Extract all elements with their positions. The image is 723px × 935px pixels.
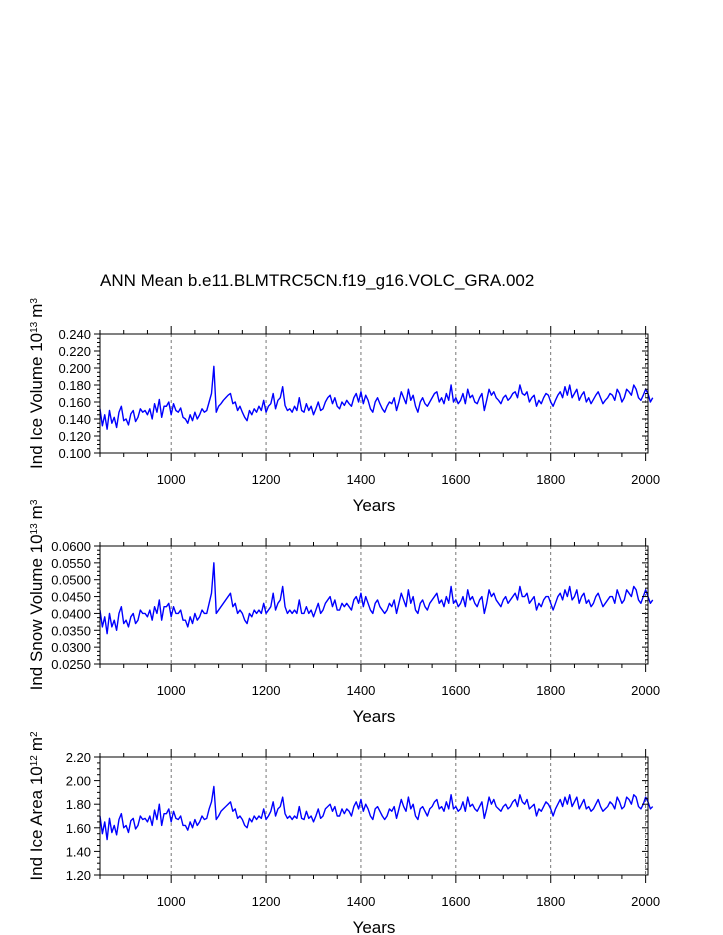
y-axis-label-main: Ind Snow Volume 10 bbox=[27, 534, 46, 691]
y-tick-label: 0.120 bbox=[58, 429, 91, 444]
x-tick-label: 2000 bbox=[631, 683, 661, 698]
y-tick-label: 1.40 bbox=[65, 844, 91, 860]
plot-frame bbox=[100, 334, 648, 453]
figure-title: ANN Mean b.e11.BLMTRC5CN.f19_g16.VOLC_GRA.002 bbox=[100, 271, 535, 290]
series-line bbox=[100, 366, 653, 429]
x-tick-label: 1000 bbox=[156, 683, 186, 698]
y-tick-label: 0.240 bbox=[58, 327, 91, 342]
x-axis-label: Years bbox=[352, 707, 396, 726]
panel-1 bbox=[27, 298, 660, 515]
y-tick-label: 0.0250 bbox=[51, 657, 91, 672]
y-axis-label-unit: m bbox=[27, 736, 46, 752]
y-axis-label bbox=[27, 731, 46, 881]
y-tick-label: 0.0350 bbox=[51, 623, 91, 639]
x-tick-label: 1600 bbox=[441, 683, 471, 698]
y-axis-label-exp: 12 bbox=[28, 755, 40, 767]
y-tick-label: 1.20 bbox=[65, 868, 91, 883]
y-axis-label-exp: 13 bbox=[28, 321, 40, 333]
y-axis-label-main: Ind Ice Area 10 bbox=[27, 766, 46, 881]
y-tick-label: 0.0450 bbox=[51, 589, 91, 605]
y-axis-label-exp: 13 bbox=[28, 523, 40, 535]
y-tick-label: 0.0400 bbox=[51, 606, 91, 622]
x-tick-label: 1200 bbox=[251, 894, 281, 909]
panel-3 bbox=[27, 731, 660, 935]
x-tick-label: 1800 bbox=[536, 683, 566, 698]
y-tick-label: 0.160 bbox=[58, 395, 91, 410]
y-tick-label: 0.100 bbox=[58, 446, 91, 461]
y-tick-label: 2.00 bbox=[65, 773, 91, 789]
y-axis-label-unit: m bbox=[27, 505, 46, 520]
y-tick-label: 0.200 bbox=[58, 361, 91, 376]
y-axis-label bbox=[27, 298, 46, 469]
y-axis-label-main: Ind Ice Volume 10 bbox=[27, 332, 46, 469]
x-axis-label: Years bbox=[352, 918, 396, 935]
series-line bbox=[100, 787, 653, 840]
x-tick-label: 1600 bbox=[441, 472, 471, 487]
x-tick-label: 1400 bbox=[346, 894, 376, 909]
y-axis-label-unit-exp: 3 bbox=[28, 298, 40, 304]
x-tick-label: 1000 bbox=[156, 894, 186, 909]
y-tick-label: 0.0500 bbox=[51, 572, 91, 588]
y-tick-label: 2.20 bbox=[65, 750, 91, 765]
y-axis-label-unit: m bbox=[27, 303, 46, 318]
panel-2 bbox=[27, 499, 660, 726]
plot-frame bbox=[100, 546, 648, 664]
x-tick-label: 1200 bbox=[251, 472, 281, 487]
y-tick-label: 0.0300 bbox=[51, 640, 91, 656]
y-tick-label: 1.80 bbox=[65, 797, 91, 813]
y-tick-label: 1.60 bbox=[65, 820, 91, 836]
y-axis-label-unit-exp: 3 bbox=[28, 499, 40, 506]
y-tick-label: 0.220 bbox=[58, 344, 91, 359]
y-tick-label: 0.140 bbox=[58, 412, 91, 427]
panels bbox=[27, 298, 660, 935]
x-tick-label: 1200 bbox=[251, 683, 281, 698]
series-line bbox=[100, 563, 653, 634]
y-tick-label: 0.180 bbox=[58, 378, 91, 393]
x-tick-label: 2000 bbox=[631, 472, 661, 487]
x-tick-label: 1600 bbox=[441, 894, 471, 909]
x-tick-label: 1400 bbox=[346, 683, 376, 698]
x-axis-label: Years bbox=[352, 496, 396, 515]
x-tick-label: 1000 bbox=[156, 472, 186, 487]
x-tick-label: 2000 bbox=[631, 894, 661, 909]
y-axis-label-unit-exp: 2 bbox=[28, 731, 40, 737]
y-tick-label: 0.0600 bbox=[51, 539, 91, 554]
y-axis-label bbox=[27, 499, 46, 690]
y-tick-label: 0.0550 bbox=[51, 555, 91, 571]
x-tick-label: 1800 bbox=[536, 894, 566, 909]
x-tick-label: 1400 bbox=[346, 472, 376, 487]
x-tick-label: 1800 bbox=[536, 472, 566, 487]
